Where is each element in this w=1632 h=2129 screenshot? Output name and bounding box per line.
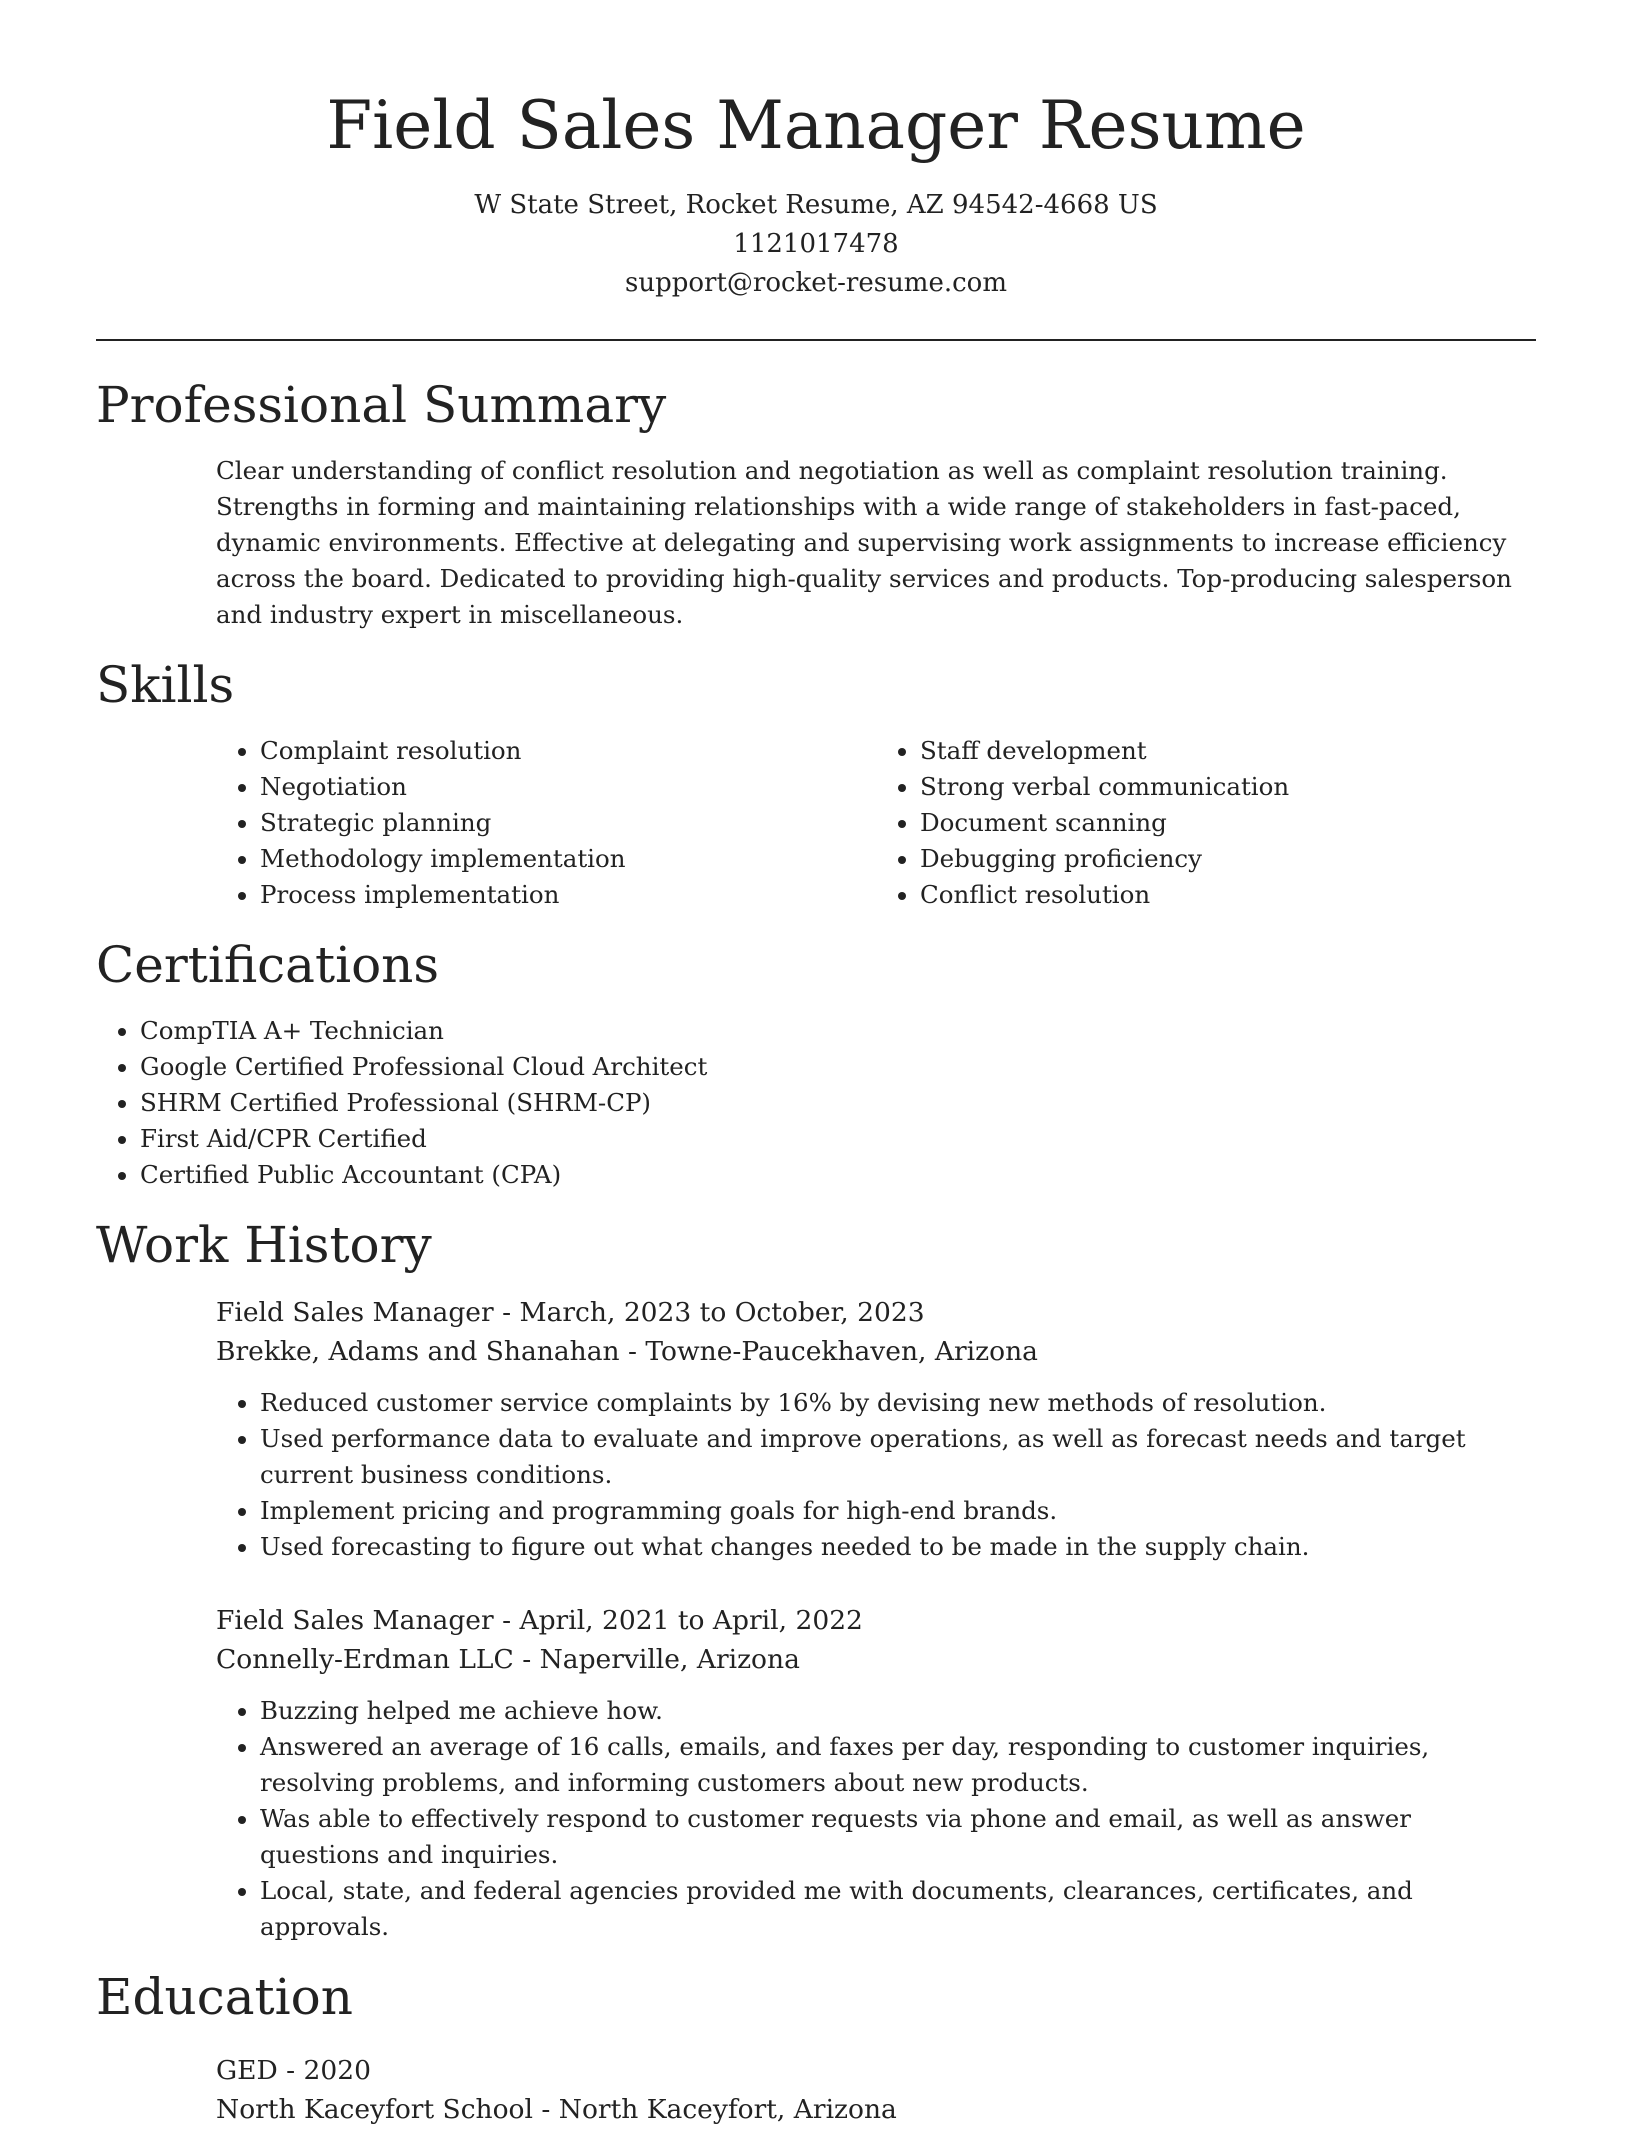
- work-history-heading: Work History: [96, 1216, 432, 1274]
- resume-header: [96, 0, 1536, 303]
- phone: 1121017478: [733, 229, 899, 259]
- job-title-dates: Field Sales Manager - March, 2023 to October, 2023: [216, 1297, 925, 1328]
- certification-item: • CompTIA A+ Technician: [140, 1013, 1536, 1049]
- email: support@rocket-resume.com: [624, 268, 1007, 298]
- skill-item: • Strategic planning: [260, 805, 876, 841]
- job-title-dates: Field Sales Manager - April, 2021 to April, 2022: [216, 1605, 863, 1636]
- job-bullet: • Used forecasting to figure out what changes needed to be made in the supply chain.: [260, 1529, 1536, 1565]
- skill-item: • Staff development: [920, 733, 1536, 769]
- certifications-heading: Certifications: [96, 936, 440, 994]
- job-title-line: [216, 1601, 1536, 1679]
- school-line: North Kaceyfort School - North Kaceyfort, Arizona: [216, 2094, 897, 2125]
- summary-heading: Professional Summary: [96, 376, 667, 434]
- skills-section: [96, 655, 1536, 913]
- job-bullet: • Implement pricing and programming goals for high-end brands.: [260, 1493, 1536, 1529]
- skill-item: • Negotiation: [260, 769, 876, 805]
- header-divider: [96, 339, 1536, 341]
- education-section: [96, 1967, 1536, 2129]
- job-bullet: • Buzzing helped me achieve how.: [260, 1693, 1536, 1729]
- skill-item: • Debugging proficiency: [920, 841, 1536, 877]
- certification-item: • SHRM Certified Professional (SHRM-CP): [140, 1085, 1536, 1121]
- skill-item: • Methodology implementation: [260, 841, 876, 877]
- job-bullets: [216, 1693, 1536, 1945]
- certification-item: • First Aid/CPR Certified: [140, 1121, 1536, 1157]
- skills-grid: [216, 715, 1536, 913]
- skills-heading: Skills: [96, 656, 235, 714]
- skill-item: • Strong verbal communication: [920, 769, 1536, 805]
- certifications-list: [96, 1013, 1536, 1193]
- skill-item: • Complaint resolution: [260, 733, 876, 769]
- job-company-location: Brekke, Adams and Shanahan - Towne-Paucekhaven, Arizona: [216, 1336, 1038, 1367]
- skill-item: • Document scanning: [920, 805, 1536, 841]
- skill-item: • Conflict resolution: [920, 877, 1536, 913]
- job-bullet: • Answered an average of 16 calls, emails, and faxes per day, responding to customer inquiries, resolving problems, and informing customers about new products.: [260, 1729, 1536, 1801]
- job-bullet: • Local, state, and federal agencies provided me with documents, clearances, certificates, and approvals.: [260, 1873, 1536, 1945]
- job-entry: [216, 1293, 1536, 1565]
- summary-text: Clear understanding of conflict resolution and negotiation as well as complaint resolution training. Strengths in forming and maintaining relationships with a wide range of stakeholders in fast-paced, dynamic environments. Effective at delegating and supervising work assignments to increase efficiency across the board. Dedicated to providing high-quality services and products. Top-producing salesperson and industry expert in miscellaneous.: [216, 456, 1512, 629]
- summary-section: [96, 375, 1536, 633]
- skill-item: • Process implementation: [260, 877, 876, 913]
- job-entry: [216, 1601, 1536, 1945]
- address: W State Street, Rocket Resume, AZ 94542-4668 US: [474, 190, 1158, 220]
- resume-title: Field Sales Manager Resume: [326, 87, 1306, 164]
- certification-item: • Google Certified Professional Cloud Architect: [140, 1049, 1536, 1085]
- resume-page: [96, 0, 1536, 2129]
- contact-info: [96, 186, 1536, 303]
- job-bullet: • Reduced customer service complaints by 16% by devising new methods of resolution.: [260, 1385, 1536, 1421]
- education-heading: Education: [96, 1968, 353, 2026]
- job-company-location: Connelly-Erdman LLC - Naperville, Arizona: [216, 1644, 800, 1675]
- job-bullets: [216, 1385, 1536, 1565]
- degree-line: GED - 2020: [216, 2055, 372, 2086]
- certification-item: • Certified Public Accountant (CPA): [140, 1157, 1536, 1193]
- certifications-section: [96, 935, 1536, 1193]
- skills-list-right: [876, 733, 1536, 913]
- job-bullet: • Used performance data to evaluate and improve operations, as well as forecast needs and target current business conditions.: [260, 1421, 1536, 1493]
- job-title-line: [216, 1293, 1536, 1371]
- job-bullet: • Was able to effectively respond to customer requests via phone and email, as well as answer questions and inquiries.: [260, 1801, 1536, 1873]
- work-history-section: [96, 1215, 1536, 1945]
- skills-list-left: [216, 733, 876, 913]
- education-entry: [216, 2051, 1536, 2129]
